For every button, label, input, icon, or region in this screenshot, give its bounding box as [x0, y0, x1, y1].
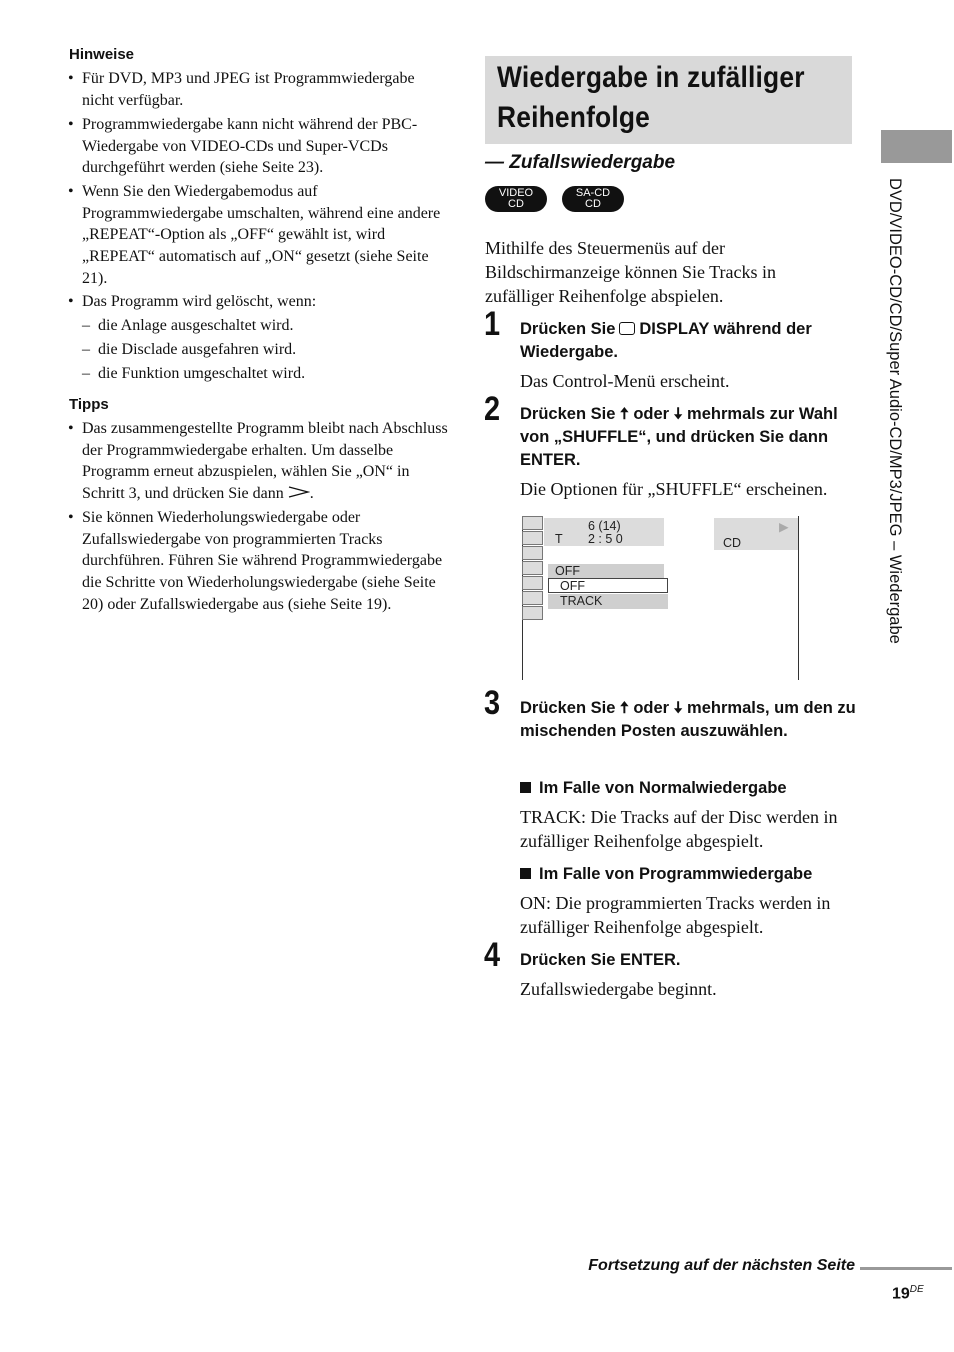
step-number: 3 [484, 684, 501, 722]
menu-icon [522, 561, 543, 575]
side-section-label: DVD/VIDEO-CD/CD/Super Audio-CD/MP3/JPEG – Wiedergabe [886, 178, 904, 644]
side-tab [881, 130, 952, 163]
notes-bullet: • Das Programm wird gelöscht, wenn: [68, 293, 317, 310]
step-number: 4 [484, 936, 501, 974]
track-label: T [555, 532, 563, 546]
step-result: Das Control-Menü erscheint. [520, 371, 730, 391]
menu-icon [522, 546, 543, 560]
down-arrow-icon: 🠇 [673, 700, 683, 717]
menu-icon [522, 576, 543, 590]
notes-bullet: • Wenn Sie den Wiedergabemodus auf Programmwiedergabe umschalten, während eine andere „REPEAT“-Option als „OFF“ gewählt ist, wird „REPEAT“ automatisch auf „ON“ gesetzt (siehe Seite 21). [68, 183, 441, 287]
menu-icon [522, 606, 543, 620]
track-count: 6 (14) [588, 519, 621, 533]
menu-icon [522, 591, 543, 605]
tips-heading: Tipps [69, 396, 109, 413]
down-arrow-icon: 🠇 [673, 406, 683, 423]
step-number: 2 [484, 390, 501, 428]
sub-heading: Im Falle von Programmwiedergabe [520, 863, 860, 886]
square-bullet-icon [520, 868, 531, 879]
control-menu-screen [522, 516, 799, 680]
shuffle-option-track[interactable]: TRACK [560, 594, 603, 608]
notes-bullet: • Programmwiedergabe kann nicht während der PBC-Wiedergabe von VIDEO-CDs und Super-VCDs durchgeführt werden (siehe Seite 23). [68, 116, 418, 177]
play-status-icon: ▶ [779, 520, 789, 534]
current-setting-label: OFF [555, 564, 580, 578]
step-result: Die Optionen für „SHUFFLE“ erscheinen. [520, 479, 828, 499]
page-number: 19DE [892, 1284, 924, 1303]
disc-type: CD [723, 536, 742, 550]
step-instruction: Drücken Sie DISPLAY während der Wiedergabe. [520, 320, 812, 361]
section-subtitle: — Zufallswiedergabe [485, 152, 676, 173]
tips-bullet: • Sie können Wiederholungswiedergabe oder Zufallswiedergabe von programmierten Tracks durchführen. Führen Sie während Programmwiedergabe die Schritte von Wiederholungswiedergabe (siehe Seite 20) oder Zufallswiedergabe aus (siehe Seite 19). [68, 509, 443, 613]
playing-time: 2 : 5 0 [588, 532, 623, 546]
notes-dash-item: – die Disclade ausgefahren wird. [82, 341, 297, 358]
notes-bullet: • Für DVD, MP3 und JPEG ist Programmwiedergabe nicht verfügbar. [68, 70, 415, 109]
up-arrow-icon: 🠅 [619, 406, 629, 423]
footer-rule [860, 1267, 952, 1270]
section-title: Wiedergabe in zufälliger Reihenfolge [497, 61, 805, 134]
sub-text: ON: Die programmierten Tracks werden in zufälliger Reihenfolge abgespielt. [520, 893, 831, 937]
notes-dash-item: – die Anlage ausgeschaltet wird. [82, 317, 294, 334]
shuffle-option-off[interactable]: OFF [560, 579, 585, 593]
up-arrow-icon: 🠅 [619, 700, 629, 717]
tips-bullet: • Das zusammengestellte Programm bleibt nach Abschluss der Programmwiedergabe erhalten. Um dasselbe Programm erneut abzuspielen, wählen Sie „ON“ in Schritt 3, und drücken Sie dann . [68, 420, 448, 503]
notes-heading: Hinweise [69, 46, 135, 63]
step-instruction: Drücken Sie ENTER. [520, 951, 681, 969]
step-instruction: Drücken Sie 🠅 oder 🠇 mehrmals, um den zu mischenden Posten auszuwählen. [520, 699, 856, 740]
menu-icon [522, 516, 543, 530]
step-number: 1 [484, 305, 501, 343]
menu-icon [522, 531, 543, 545]
square-bullet-icon [520, 782, 531, 793]
step-instruction: Drücken Sie 🠅 oder 🠇 mehrmals zur Wahl von „SHUFFLE“, und drücken Sie dann ENTER. [520, 405, 838, 469]
intro-text: Mithilfe des Steuermenüs auf der Bildschirmanzeige können Sie Tracks in zufälliger Reihenfolge abspielen. [485, 238, 776, 306]
step-result: Zufallswiedergabe beginnt. [520, 979, 717, 999]
notes-dash-item: – die Funktion umgeschaltet wird. [82, 365, 306, 382]
video-cd-badge: VIDEO CD [485, 186, 547, 212]
sub-text: TRACK: Die Tracks auf der Disc werden in zufälliger Reihenfolge abgespielt. [520, 807, 838, 851]
continued-note: Fortsetzung auf der nächsten Seite [588, 1257, 855, 1274]
play-icon [288, 486, 310, 498]
sub-heading: Im Falle von Normalwiedergabe [520, 777, 860, 800]
display-icon [619, 322, 635, 335]
sacd-badge: SA-CD CD [562, 186, 624, 212]
